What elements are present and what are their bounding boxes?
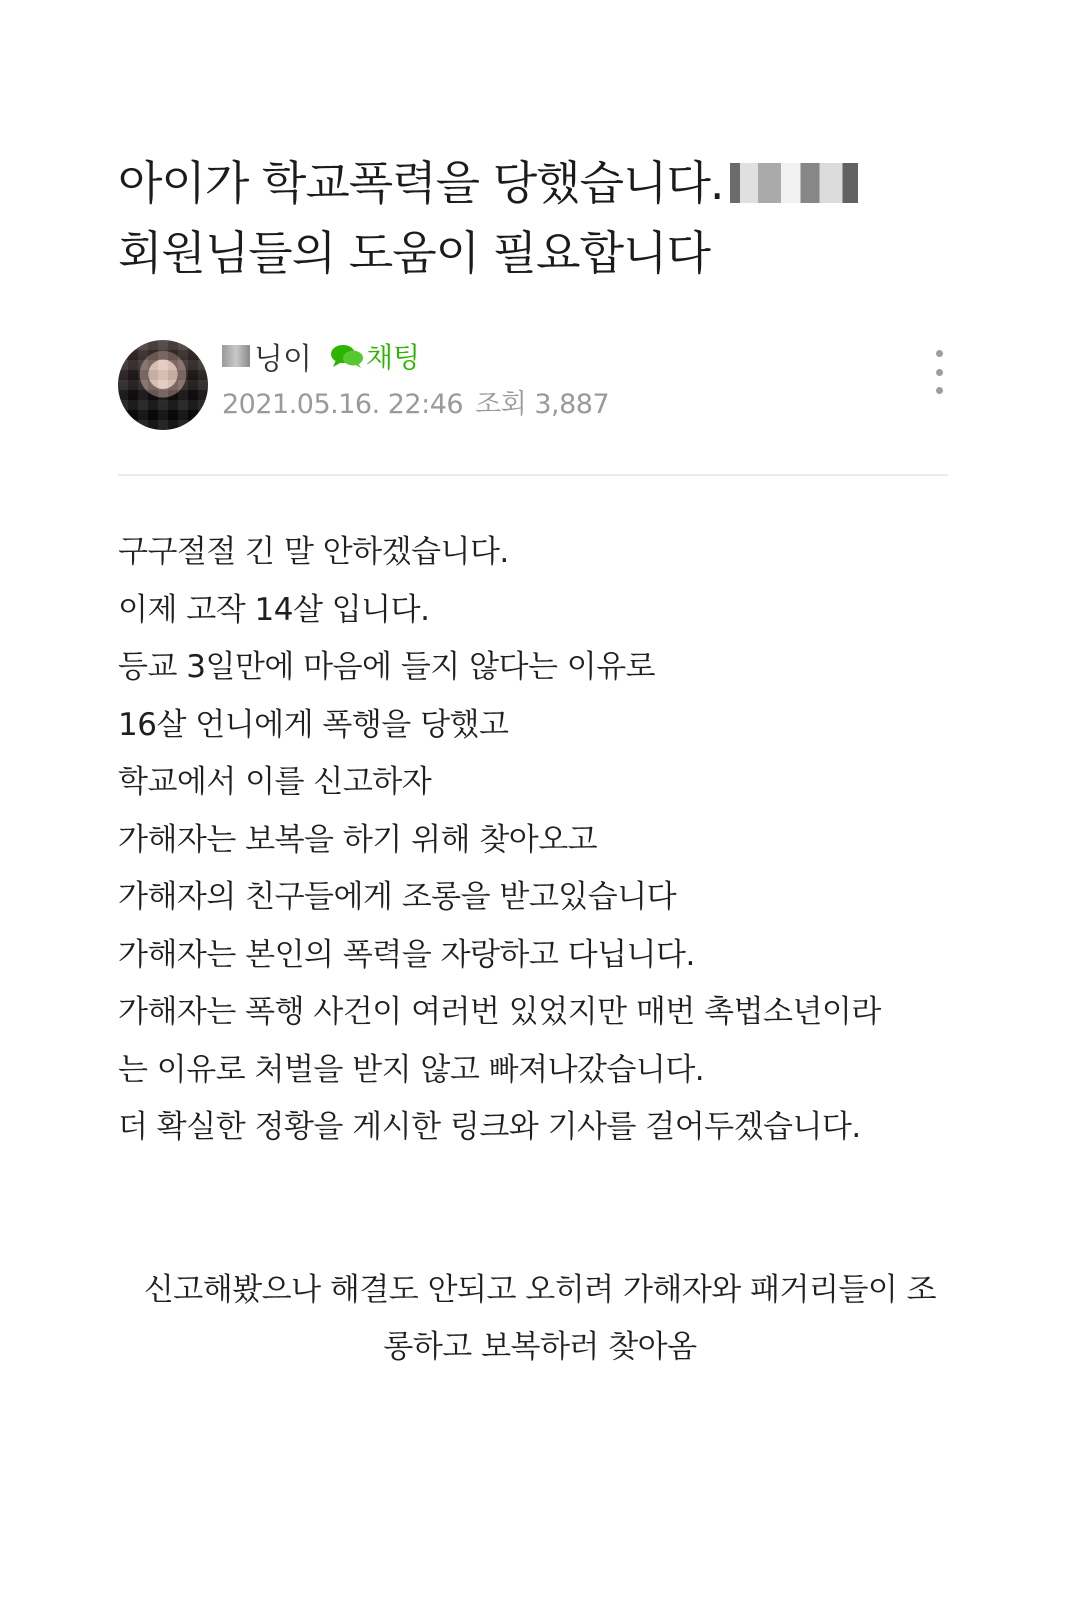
censored-name-prefix xyxy=(222,345,250,367)
body-line: 가해자의 친구들에게 조롱을 받고있습니다 xyxy=(118,879,677,915)
post-title xyxy=(118,148,968,288)
caption xyxy=(0,1262,1080,1376)
body-line: 16살 언니에게 폭행을 당했고 xyxy=(118,706,509,743)
body-line: 등교 3일만에 마음에 들지 않다는 이유로 xyxy=(118,649,656,685)
author-name-row xyxy=(222,334,609,378)
body-line: 학교에서 이를 신고하자 xyxy=(118,764,432,800)
avatar[interactable] xyxy=(118,340,208,430)
speech-bubbles-icon xyxy=(330,343,364,369)
views-label: 조회 xyxy=(475,389,527,420)
views-count: 3,887 xyxy=(534,389,610,420)
post-date: 2021.05.16. 22:46 xyxy=(222,389,464,420)
post-title-line1 xyxy=(118,148,968,218)
chat-button[interactable] xyxy=(330,336,420,376)
divider xyxy=(118,474,948,476)
body-line: 는 이유로 처벌을 받지 않고 빠져나갔습니다. xyxy=(118,1051,705,1088)
post xyxy=(118,148,968,1157)
body-line: 이제 고작 14살 입니다. xyxy=(118,591,430,628)
body-line: 가해자는 보복을 하기 위해 찾아오고 xyxy=(118,821,598,858)
censored-cafe-name xyxy=(730,163,858,203)
post-body xyxy=(118,524,968,1157)
author-info xyxy=(222,334,609,421)
caption-line1: 신고해봤으나 해결도 안되고 오히려 가해자와 패거리들이 조 xyxy=(143,1272,937,1308)
body-line: 구구절절 긴 말 안하겠습니다. xyxy=(118,534,509,570)
author-section xyxy=(118,330,968,430)
more-vertical-icon[interactable] xyxy=(932,350,946,394)
chat-label: 채팅 xyxy=(365,341,421,374)
body-line: 더 확실한 정황을 게시한 링크와 기사를 걸어두겠습니다. xyxy=(118,1109,861,1145)
post-title-line2: 회원님들의 도움이 필요합니다 xyxy=(118,226,710,280)
author-name[interactable]: 닝이 xyxy=(254,342,312,377)
post-title-text1: 아이가 학교폭력을 당했습니다. xyxy=(118,156,724,210)
caption-line2: 롱하고 보복하러 찾아옴 xyxy=(383,1329,697,1365)
body-line: 가해자는 본인의 폭력을 자랑하고 다닙니다. xyxy=(118,936,695,973)
post-meta xyxy=(222,382,609,421)
body-line: 가해자는 폭행 사건이 여러번 있었지만 매번 촉법소년이라 xyxy=(118,994,881,1030)
